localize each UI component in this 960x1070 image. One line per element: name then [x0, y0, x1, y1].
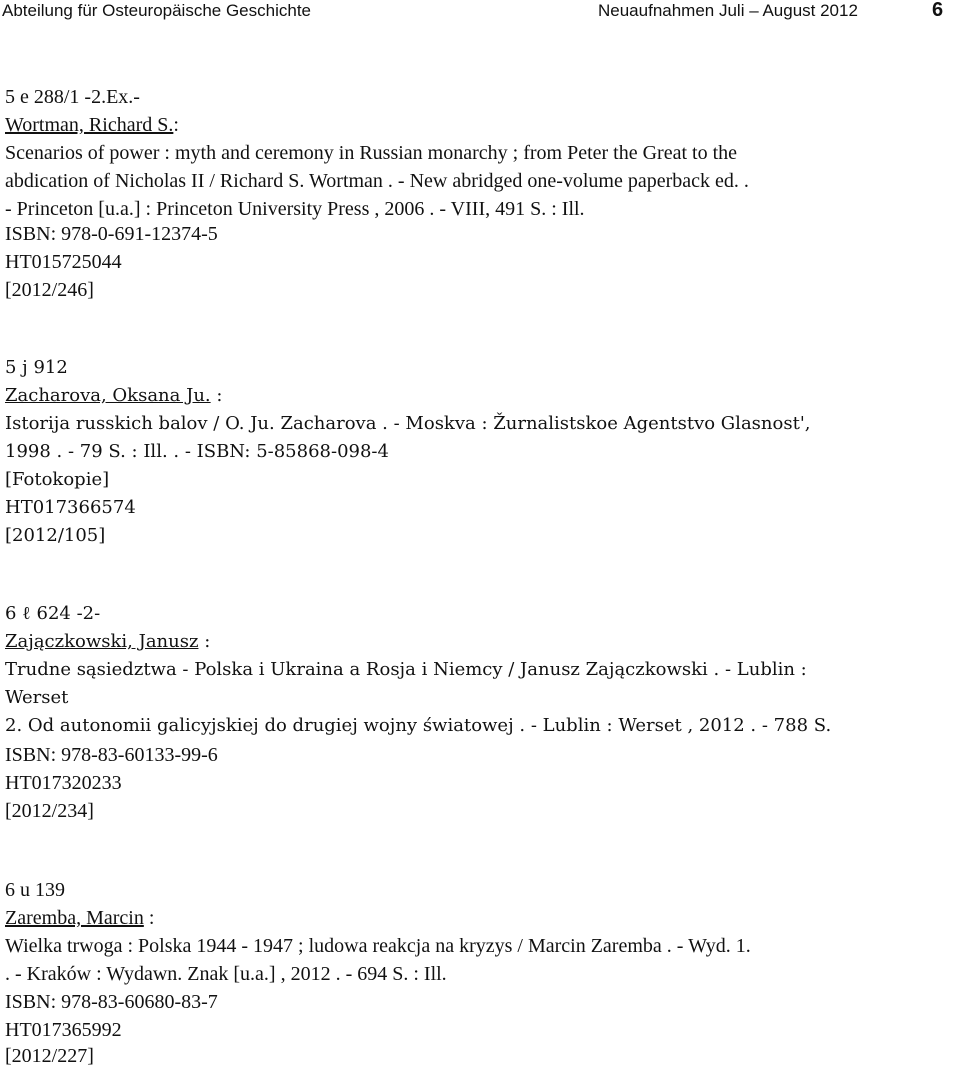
entry-record-id: HT017320233 [5, 772, 122, 794]
header-department: Abteilung für Osteuropäische Geschichte [2, 1, 312, 20]
entry-author: Zajączkowski, Janusz : [5, 631, 211, 652]
entry-author: Wortman, Richard S.: [5, 114, 179, 136]
entry-line: 2. Od autonomii galicyjskiej do drugiej wojny światowej . - Lublin : Werset , 2012 . - 788 S. [5, 715, 832, 736]
entry-line: . - Kraków : Wydawn. Znak [u.a.] , 2012 . - 694 S. : Ill. [5, 963, 447, 985]
entry-line: Trudne sąsiedztwa - Polska i Ukraina a Rosja i Niemcy / Janusz Zajączkowski . - Lublin : [5, 659, 807, 680]
entry-record-id: HT017366574 [5, 497, 136, 518]
entry-author: Zacharova, Oksana Ju. : [5, 385, 223, 406]
author-link[interactable]: Zajączkowski, Janusz [5, 631, 199, 652]
entry-line: abdication of Nicholas II / Richard S. Wortman . - New abridged one-volume paperback ed. . [5, 170, 749, 192]
entry-line: Istorija russkich balov / O. Ju. Zacharova . - Moskva : Žurnalistskoe Agentstvo Glasnost', [5, 413, 811, 434]
entry-record-id: HT017365992 [5, 1019, 122, 1041]
header-title: Neuaufnahmen Juli – August 2012 [598, 1, 858, 20]
entry-isbn: ISBN: 978-83-60680-83-7 [5, 991, 218, 1013]
entry-signature: 5 e 288/1 -2.Ex.- [5, 86, 140, 108]
entry-accession: [2012/227] [5, 1045, 94, 1067]
entry-isbn: ISBN: 978-83-60133-99-6 [5, 744, 218, 766]
page-number: 6 [932, 0, 944, 21]
author-link[interactable]: Zaremba, Marcin [5, 907, 144, 929]
entry-note: [Fotokopie] [5, 469, 110, 490]
entry-record-id: HT015725044 [5, 251, 122, 273]
entry-accession: [2012/246] [5, 279, 94, 301]
entry-accession: [2012/234] [5, 800, 94, 822]
entry-line: 1998 . - 79 S. : Ill. . - ISBN: 5-85868-098-4 [5, 441, 389, 462]
entry-accession: [2012/105] [5, 525, 106, 546]
entry-signature: 6 u 139 [5, 879, 65, 901]
entry-line: Werset [5, 687, 69, 708]
author-link[interactable]: Zacharova, Oksana Ju. [5, 385, 211, 406]
entry-isbn: ISBN: 978-0-691-12374-5 [5, 223, 218, 245]
entry-line: Wielka trwoga : Polska 1944 - 1947 ; ludowa reakcja na kryzys / Marcin Zaremba . - Wyd. 1. [5, 935, 751, 957]
entry-signature: 6 ℓ 624 -2- [5, 603, 101, 624]
page-header [0, 0, 960, 30]
entry-line: Scenarios of power : myth and ceremony in Russian monarchy ; from Peter the Great to the [5, 142, 738, 164]
entry-author: Zaremba, Marcin : [5, 907, 155, 929]
entry-signature: 5 j 912 [5, 357, 68, 378]
author-link[interactable]: Wortman, Richard S. [5, 114, 174, 136]
entry-line: - Princeton [u.a.] : Princeton University Press , 2006 . - VIII, 491 S. : Ill. [5, 198, 585, 220]
